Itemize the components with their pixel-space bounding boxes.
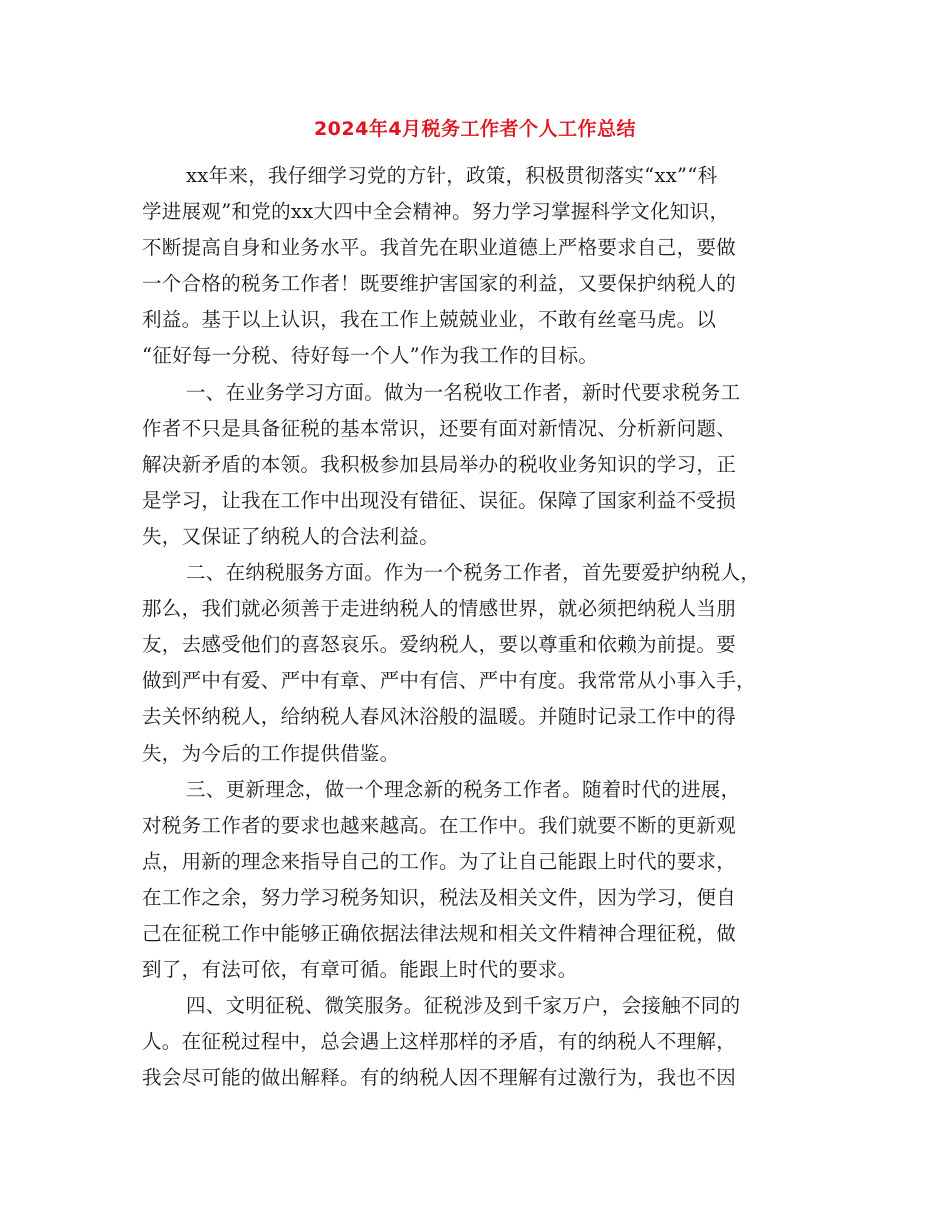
document-body [142,158,802,1096]
body-line: 失，为今后的工作提供借鉴。 [142,741,400,765]
body-line: 到了，有法可依，有章可循。能跟上时代的要求。 [142,958,578,982]
body-line: xx年来，我仔细学习党的方针，政策，积极贯彻落实“xx”“科 [186,164,718,187]
document-title: 2024年4月税务工作者个人工作总结 [313,118,637,140]
body-line: 解决新矛盾的本领。我积极参加县局举办的税收业务知识的学习，正 [142,452,737,476]
body-line: 去关怀纳税人，给纳税人春风沐浴般的温暖。并随时记录工作中的得 [142,705,737,729]
body-line: 不断提高自身和业务水平。我首先在职业道德上严格要求自己，要做 [142,236,737,260]
body-line: 作者不只是具备征税的基本常识，还要有面对新情况、分析新问题、 [142,416,737,440]
body-line: 友，去感受他们的喜怒哀乐。爱纳税人，要以尊重和依赖为前提。要 [142,633,737,657]
body-line: 在工作之余，努力学习税务知识，税法及相关文件，因为学习，便自 [142,885,737,909]
body-line: 对税务工作者的要求也越来越高。在工作中。我们就要不断的更新观 [142,813,737,837]
body-line: 做到严中有爱、严中有章、严中有信、严中有度。我常常从小事入手， [142,669,756,693]
body-line: 我会尽可能的做出解释。有的纳税人因不理解有过激行为，我也不因 [142,1066,737,1090]
body-line: “征好每一分税、待好每一个人”作为我工作的目标。 [142,344,599,368]
body-line: 己在征税工作中能够正确依据法律法规和相关文件精神合理征税，做 [142,921,737,945]
body-line: 学进展观”和党的xx大四中全会精神。努力学习掌握科学文化知识， [142,200,730,224]
body-line: 点，用新的理念来指导自己的工作。为了让自己能跟上时代的要求， [142,849,737,873]
body-line: 人。在征税过程中，总会遇上这样那样的矛盾，有的纳税人不理解， [142,1030,737,1054]
body-line: 三、更新理念，做一个理念新的税务工作者。随着时代的进展， [186,777,741,801]
body-line: 是学习，让我在工作中出现没有错征、误征。保障了国家利益不受损 [142,488,737,512]
body-line: 失，又保证了纳税人的合法利益。 [142,524,440,548]
body-line: 利益。基于以上认识，我在工作上兢兢业业，不敢有丝毫马虎。以 [142,308,717,332]
body-line: 一个合格的税务工作者！既要维护害国家的利益，又要保护纳税人的 [142,272,737,296]
body-line: 一、在业务学习方面。做为一名税收工作者，新时代要求税务工 [186,380,741,404]
body-line: 四、文明征税、微笑服务。征税涉及到千家万户，会接触不同的 [186,994,741,1018]
body-line: 二、在纳税服务方面。作为一个税务工作者，首先要爱护纳税人， [186,561,761,585]
body-line: 那么，我们就必须善于走进纳税人的情感世界，就必须把纳税人当朋 [142,597,737,621]
